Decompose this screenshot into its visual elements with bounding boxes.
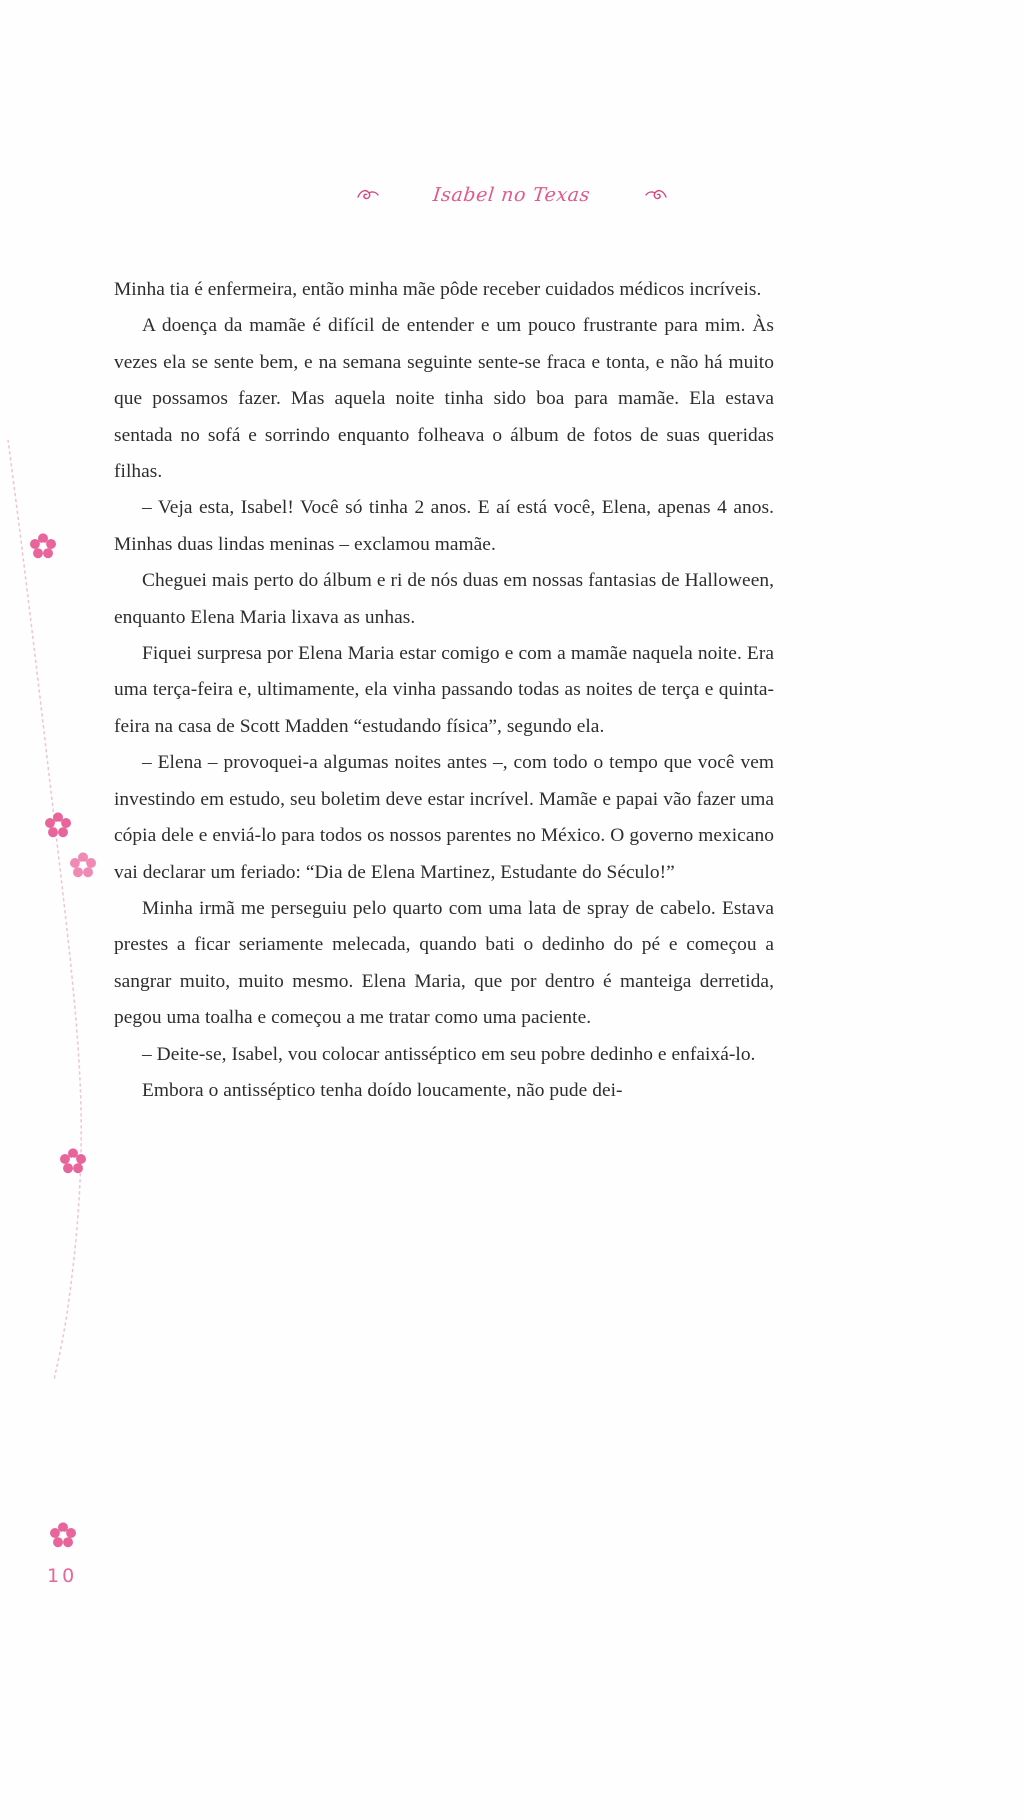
paragraph: Minha tia é enfermeira, então minha mãe pôde receber cuidados médicos incríveis. xyxy=(114,279,762,300)
decorative-vine xyxy=(0,440,120,1380)
paragraph: – Elena – provoquei-a algumas noites antes –, com todo o tempo que você vem investindo em estudo, seu boletim deve estar incrível. Mamãe e papai vão fazer uma cópia dele e enviá-lo para todos os nossos parentes no México. O governo mexicano vai declarar um feriado: “Dia de Elena Martinez, Estudante do Século!” xyxy=(114,752,774,883)
paragraph: – Deite-se, Isabel, vou colocar antisséptico em seu pobre dedinho e enfaixá-lo. xyxy=(142,1043,756,1065)
paragraph: Cheguei mais perto do álbum e ri de nós duas em nossas fantasias de Halloween, enquanto Elena Maria lixava as unhas. xyxy=(114,570,774,628)
paragraph: – Veja esta, Isabel! Você só tinha 2 anos. E aí está você, Elena, apenas 4 anos. Minhas duas lindas meninas – exclamou mamãe. xyxy=(114,497,774,555)
flower-icon xyxy=(70,852,96,878)
ornament-flourish-right-icon xyxy=(645,188,667,206)
running-head xyxy=(0,178,1024,212)
flower-icon xyxy=(45,812,71,838)
flower-icon xyxy=(50,1522,76,1548)
paragraph: A doença da mamãe é difícil de entender e um pouco frustrante para mim. Às vezes ela se sente bem, e na semana seguinte sente-se fraca e tonta, e não há muito que possamos fazer. Mas aquela noite tinha sido boa para mamãe. Ela estava sentada no sofá e sorrindo enquanto folheava o álbum de fotos de suas queridas filhas. xyxy=(114,315,774,483)
page-number: 10 xyxy=(47,1565,78,1587)
flower-icon xyxy=(30,533,56,559)
paragraph: Minha irmã me perseguiu pelo quarto com uma lata de spray de cabelo. Estava prestes a ficar seriamente melecada, quando bati o dedinho do pé e começou a sangrar muito, muito mesmo. Elena Maria, que por dentro é manteiga derretida, pegou uma toalha e começou a me tratar como uma paciente. xyxy=(114,897,774,1029)
flower-icon xyxy=(60,1148,86,1174)
paragraph: Fiquei surpresa por Elena Maria estar comigo e com a mamãe naquela noite. Era uma terça-feira e, ultimamente, ela vinha passando todas as noites de terça e quinta-feira na casa de Scott Madden “estudando física”, segundo ela. xyxy=(114,643,774,737)
ornament-flourish-left-icon xyxy=(357,188,379,206)
body-text xyxy=(114,272,774,1109)
running-head-title: Isabel no Texas xyxy=(432,184,592,206)
paragraph: Embora o antisséptico tenha doído loucamente, não pude dei- xyxy=(142,1079,623,1101)
